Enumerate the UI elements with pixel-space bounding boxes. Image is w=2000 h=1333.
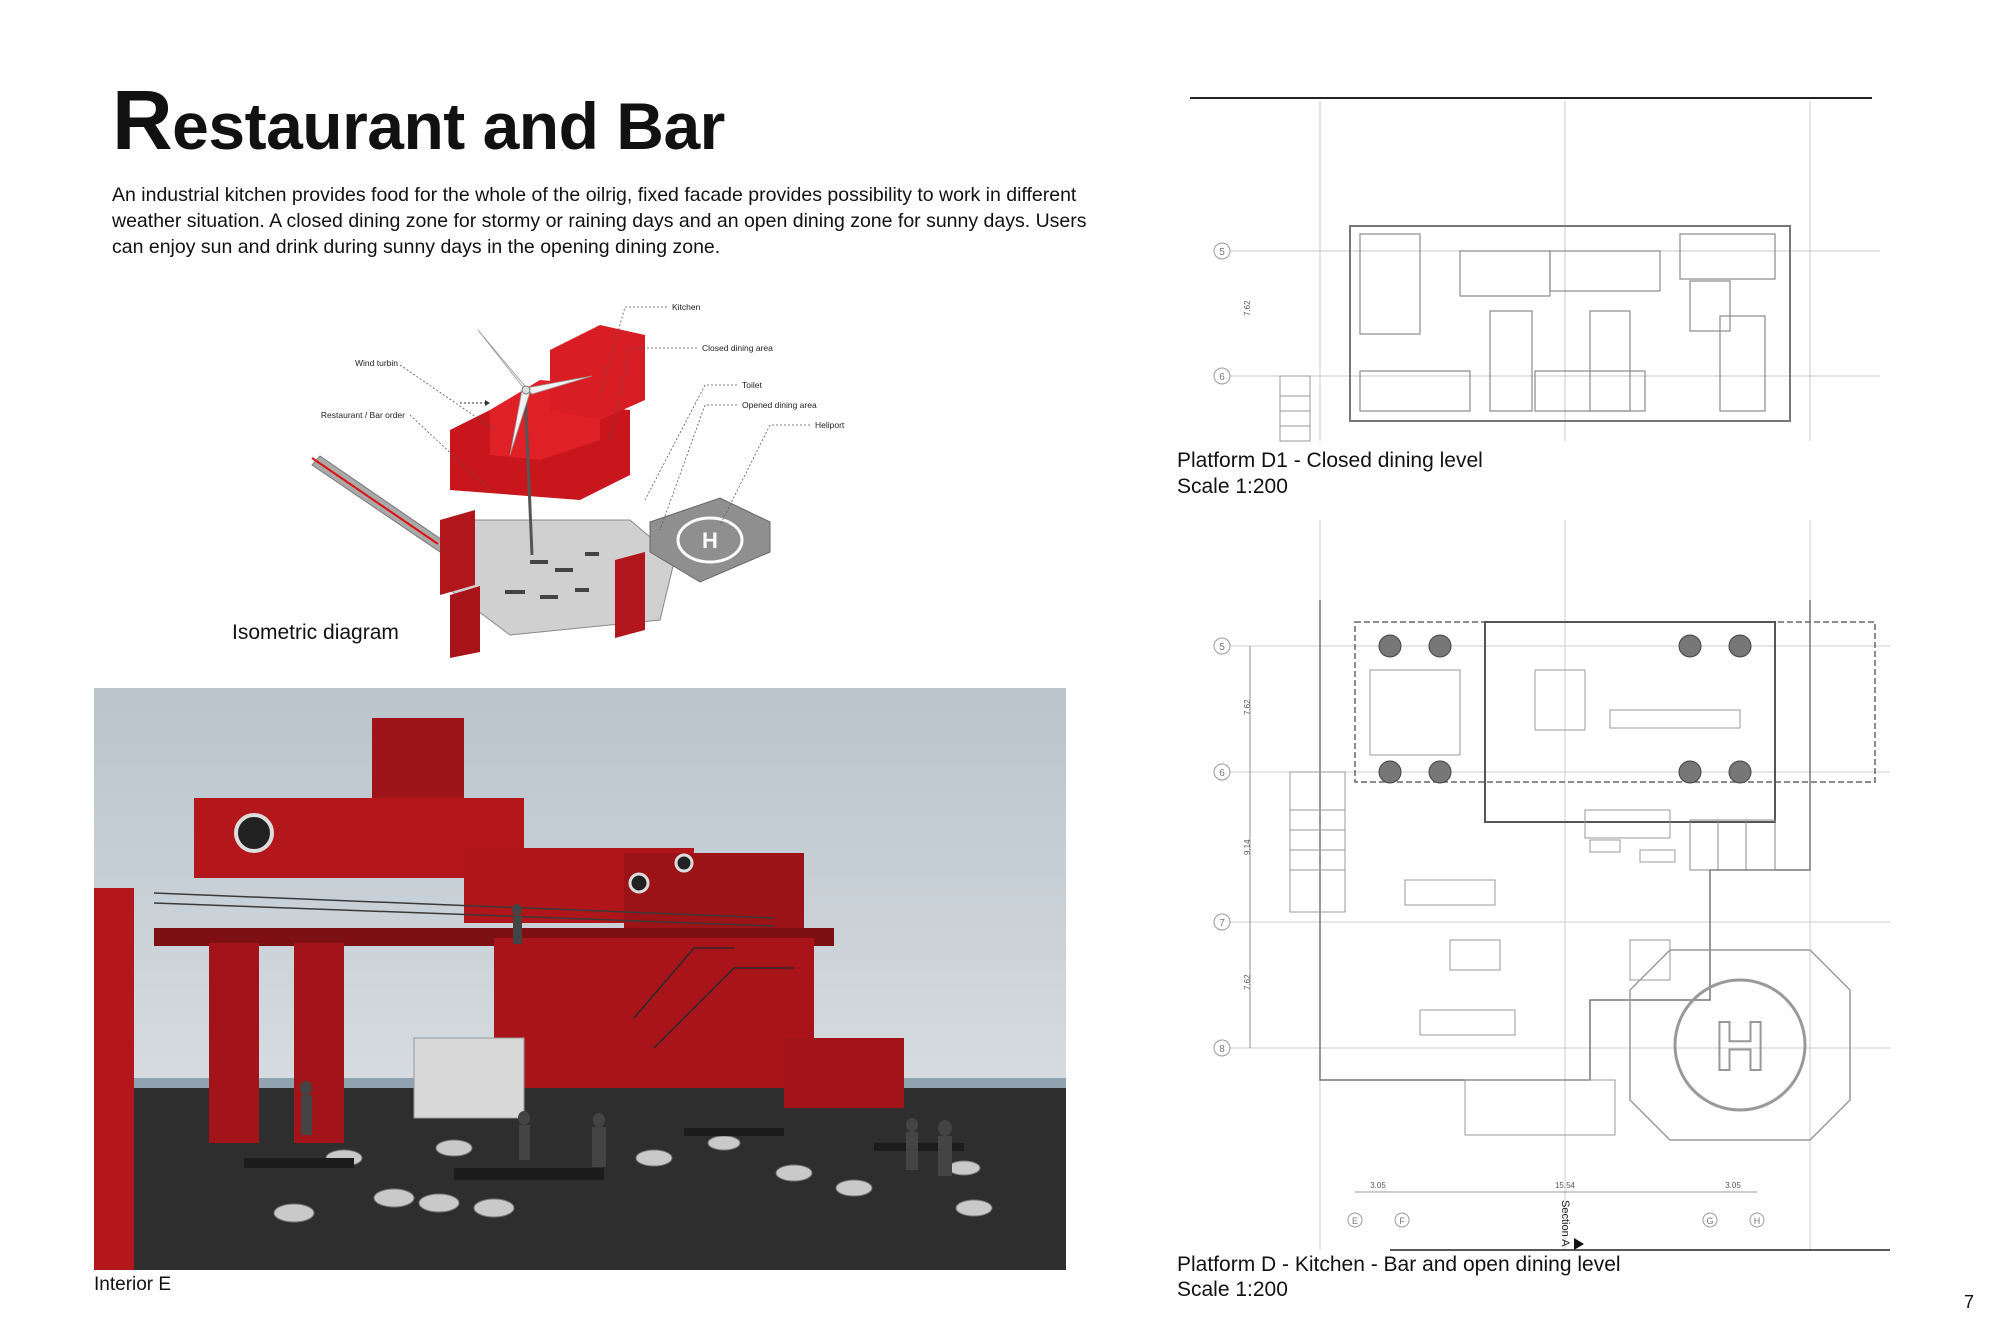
title-rest: estaurant and Bar [172,89,725,163]
intro-paragraph: An industrial kitchen provides food for the whole of the oilrig, fixed facade provides possibility to work in different weather situation. A closed dining zone for stormy or raining days and an open dining zone for sunny days. Users can enjoy sun and drink during sunny days in the opening dining zone. [112,184,1087,258]
plan-d1-stair [1280,376,1310,441]
title-initial: R [112,73,173,167]
label-kitchen: Kitchen [672,302,701,312]
plan-d-caption-title: Platform D - Kitchen - Bar and open dining level [1177,1253,1621,1276]
plan-d-dim-3: 7.62 [1243,974,1252,990]
plan-d-grid-label-5: 5 [1219,642,1225,653]
page-title [112,72,725,169]
label-toilet: Toilet [742,380,762,390]
floor-plan-d1 [1190,96,1890,446]
render-caption: Interior E [94,1274,172,1295]
porthole-window-2 [630,874,648,892]
plan-d-dim-4: 3.05 [1370,1181,1386,1190]
plan-d1-caption-scale: Scale 1:200 [1177,475,1288,498]
porthole-window-3 [676,855,692,871]
label-heliport: Heliport [815,420,845,430]
container-lower [494,938,814,1088]
plan-d-dim-5: 15.54 [1554,1181,1576,1190]
plan-d-toilets [1690,820,1775,870]
heliport-mark: H [702,528,718,553]
column-1 [209,943,259,1143]
section-arrow-icon [1574,1238,1584,1250]
container-block-upper [550,325,645,420]
plan-d-col-label-g: G [1706,1216,1714,1226]
plan-d-col-label-f: F [1399,1216,1405,1226]
grid-label-5: 5 [1219,247,1225,258]
plan-d-heliport-mark: H [1714,1007,1766,1085]
label-opened-dining: Opened dining area [742,400,817,410]
grid-label-6: 6 [1219,372,1225,383]
plan-d-stair [1290,772,1345,912]
label-restaurant-bar-order: Restaurant / Bar order [320,410,405,420]
plan-d-col-label-e: E [1351,1216,1359,1226]
floor-plan-d [1190,520,1910,1260]
label-wind-turbin: Wind turbin [355,358,398,368]
plan-d1-containers [1360,234,1775,411]
plan-d-caption-scale: Scale 1:200 [1177,1278,1288,1301]
plan-d-furniture [1370,670,1740,1135]
isometric-caption: Isometric diagram [232,621,399,644]
label-closed-dining: Closed dining area [702,343,773,353]
section-label: Section A [1559,1200,1571,1247]
plan-d-grid-label-7: 7 [1219,918,1225,929]
bridge-railing [312,458,438,544]
porthole-window-1 [236,815,272,851]
container-support-left [440,510,475,595]
container-far-right [784,1038,904,1108]
bar-counter-container [414,1038,524,1118]
plan-d-dim-6: 3.05 [1725,1181,1741,1190]
plan-d-grid-label-8: 8 [1219,1044,1225,1055]
plan-d-dim-2: 9.14 [1243,839,1252,855]
plan-d-grid-bubbles [1214,638,1764,1227]
plan-d1-dimension: 7.62 [1243,300,1252,316]
plan-d1-caption-title: Platform D1 - Closed dining level [1177,449,1483,472]
plan-d-col-label-h: H [1753,1216,1761,1226]
container-support-right [615,552,645,638]
page-number: 7 [1963,1292,1974,1312]
plan-d-dim-1: 7.62 [1243,699,1252,715]
interior-render [94,688,1066,1270]
plan-d1-grid [1230,101,1880,441]
plan-d-grid-label-6: 6 [1219,768,1225,779]
isometric-diagram [300,290,860,660]
plan-d1-outline [1350,226,1790,421]
side-structure [94,888,134,1270]
arrow-head-icon [485,400,490,406]
container-support-front [450,586,480,658]
